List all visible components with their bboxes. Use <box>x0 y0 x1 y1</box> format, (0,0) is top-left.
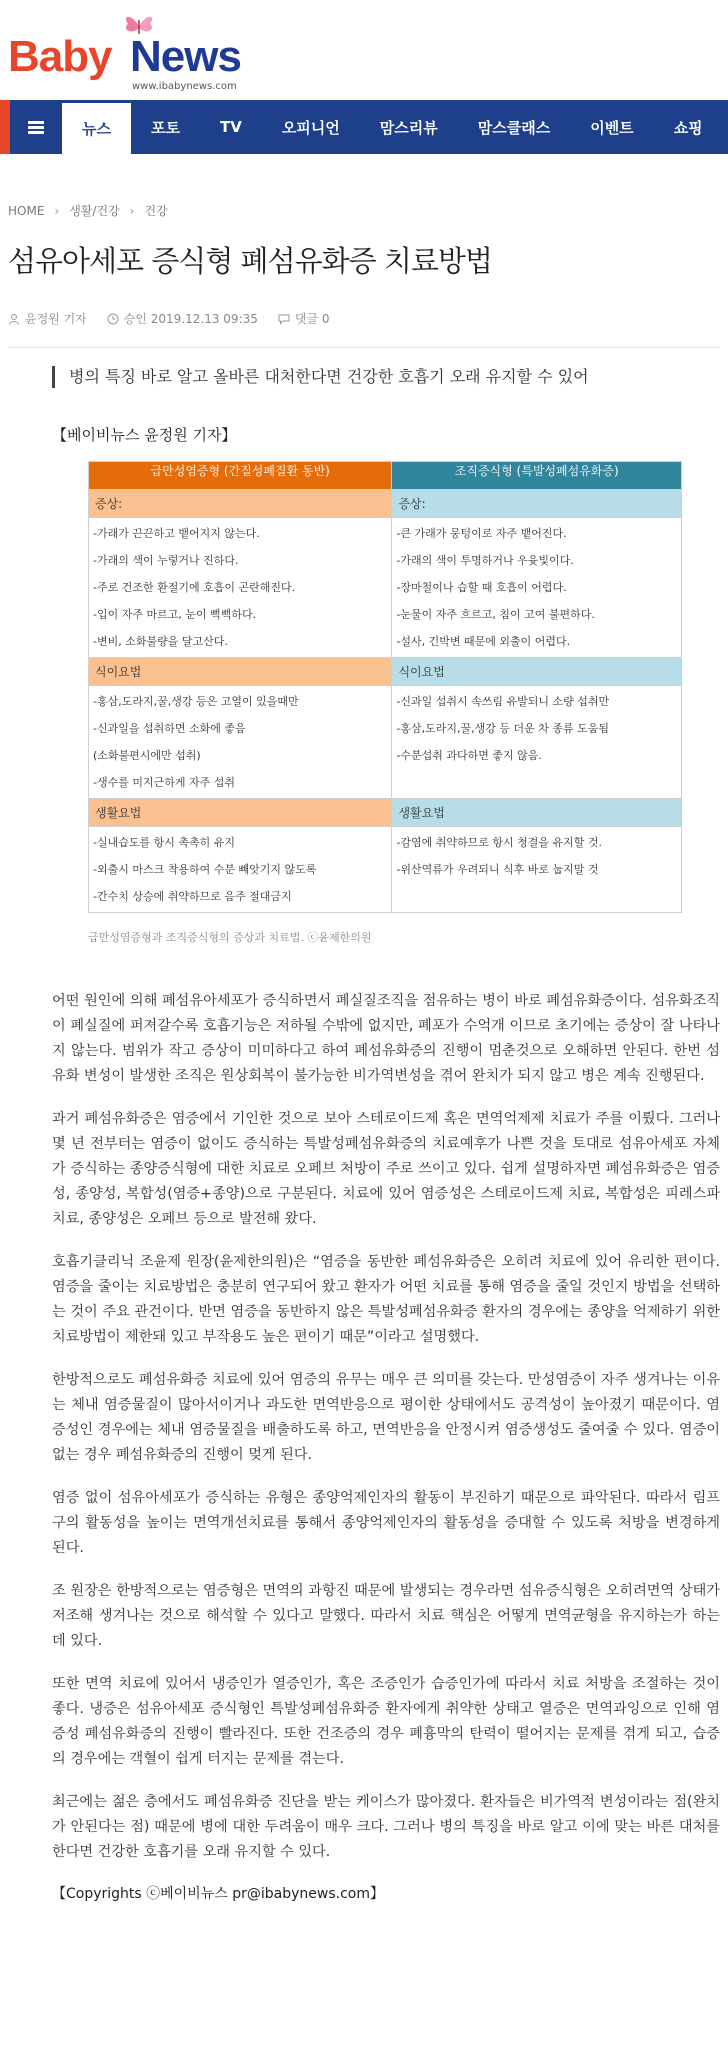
site-header <box>0 0 728 100</box>
symptoms-left-list <box>89 518 392 658</box>
table-header-left: 급만성염증형 (간질성폐질환 동반) <box>89 462 392 490</box>
list-item: -가래가 끈끈하고 뱉어지지 않는다. <box>93 527 260 540</box>
date-meta <box>107 310 258 327</box>
list-item: -가래의 색이 누렇거나 진하다. <box>93 554 239 567</box>
clock-icon <box>107 313 119 325</box>
diet-right-list <box>392 686 682 799</box>
breadcrumb <box>8 202 728 219</box>
body-paragraph: 호흡기클리닉 조윤제 원장(윤제한의원)은 “염증을 동반한 폐섬유화증은 오히려 치료에 있어 유리한 편이다. 염증을 줄이는 치료방법은 충분히 연구되어 왔고 환자가 어떤 치료를 통해 염증을 줄일 것인지 방법을 선택하는 것이 주요 관건이다. 반면 염증을 동반하지 않은 특발성폐섬유화증 환자의 경우에는 종양을 억제하기 위한 치료방법이 제한돼 있고 부작용도 높은 편이기 때문”이라고 설명했다. <box>52 1254 720 1345</box>
list-item: -외출시 마스크 착용하여 수분 빼앗기지 않도록 <box>93 863 317 876</box>
table-header-right: 조직증식형 (특발성폐섬유화증) <box>392 462 682 490</box>
lifestyle-left-list <box>89 827 392 913</box>
nav-item-moms-review[interactable]: 맘스리뷰 <box>379 118 438 137</box>
list-item: -생수를 미지근하게 자주 섭취 <box>93 776 235 789</box>
diet-left-list <box>89 686 392 799</box>
main-nav <box>0 100 728 154</box>
list-item: -주로 건조한 환절기에 호흡이 곤란해진다. <box>93 581 296 594</box>
list-item: -설사, 긴박변 때문에 외출이 어렵다. <box>396 635 571 648</box>
logo-url: www.ibabynews.com <box>132 81 237 92</box>
chevron-right-icon: › <box>54 203 60 218</box>
menu-button[interactable] <box>10 100 62 154</box>
nav-item-event[interactable]: 이벤트 <box>590 118 634 137</box>
approved-date: 승인 2019.12.13 09:35 <box>123 312 258 326</box>
list-item: -신과일을 섭취하면 소화에 좋음 <box>93 722 246 735</box>
list-item: -수분섭취 과다하면 좋지 않음. <box>396 749 542 762</box>
section-label-symptoms-left: 증상: <box>89 490 392 518</box>
site-logo[interactable] <box>8 10 258 90</box>
comment-count[interactable]: 댓글 0 <box>294 312 330 326</box>
breadcrumb-health[interactable]: 건강 <box>144 204 168 218</box>
list-item: -홍삼,도라지,꿀,생강 등 더운 차 종류 도움됨 <box>396 722 610 735</box>
user-icon <box>8 313 20 325</box>
article-meta <box>8 310 728 327</box>
breadcrumb-life-health[interactable]: 생활/건강 <box>69 204 120 218</box>
section-label-lifestyle-right: 생활요법 <box>392 799 682 827</box>
list-item: -가래의 색이 투명하거나 우윳빛이다. <box>396 554 574 567</box>
chevron-right-icon: › <box>129 203 135 218</box>
nav-item-news[interactable]: 뉴스 <box>62 100 131 154</box>
body-paragraph: 어떤 원인에 의해 폐섬유아세포가 증식하면서 폐실질조직을 점유하는 병이 바로 폐섬유화증이다. 섬유화조직이 폐실질에 퍼져갈수록 호흡기능은 저하될 수밖에 없지만, 폐포가 수억개 이므로 초기에는 증상이 잘 나타나지 않는다. 범위가 작고 증상이 미미하다고 하여 폐섬유화증의 진행이 멈춘것으로 오해하면 안된다. 한번 섬유화 변성이 발생한 조직은 원상회복이 불가능한 비가역변성을 겪어 완치가 되지 않고 병은 계속 진행된다. <box>52 993 720 1084</box>
article-body <box>52 989 720 1865</box>
meta-divider <box>8 347 720 348</box>
logo-news-text: News <box>130 32 241 81</box>
article-subtitle: 병의 특징 바로 알고 올바른 대처한다면 건강한 호흡기 오래 유지할 수 있어 <box>52 366 708 388</box>
breadcrumb-home[interactable]: HOME <box>8 203 45 218</box>
body-paragraph: 한방적으로도 폐섬유화증 치료에 있어 염증의 유무는 매우 큰 의미를 갖는다. 만성염증이 자주 생겨나는 이유는 체내 염증물질이 많아서이거나 과도한 면역반응으로 평이한 상태에서도 공격성이 높아졌기 때문이다. 염증성인 경우에는 체내 염증물질을 배출하도록 하고, 면역반응을 안정시켜 염증생성도 줄여줄 수 있다. 염증이 없는 경우 폐섬유화증의 진행이 멎게 된다. <box>52 1372 720 1463</box>
list-item: -입이 자주 마르고, 눈이 뻑뻑하다. <box>93 608 257 621</box>
list-item: -감염에 취약하므로 항시 청결을 유지할 것. <box>396 836 603 849</box>
list-item: -간수치 상승에 취약하므로 음주 절대금지 <box>93 890 292 903</box>
nav-item-photo[interactable]: 포토 <box>150 118 180 137</box>
author-meta <box>8 310 87 327</box>
section-label-diet-left: 식이요법 <box>89 658 392 686</box>
comments-meta <box>278 310 330 327</box>
section-label-diet-right: 식이요법 <box>392 658 682 686</box>
section-label-symptoms-right: 증상: <box>392 490 682 518</box>
body-paragraph: 과거 폐섬유화증은 염증에서 기인한 것으로 보아 스테로이드제 혹은 면역억제제 치료가 주를 이뤘다. 그러나 몇 년 전부터는 염증이 없이도 증식하는 특발성폐섬유화증의 치료예후가 나쁜 것을 토대로 섬유아세포 자체가 증식하는 종양증식형에 대한 치료로 오페브 처방이 주로 쓰이고 있다. 쉽게 설명하자면 폐섬유화증은 염증성, 종양성, 복합성(염증+종양)으로 구분된다. 치료에 있어 염증성은 스테로이드제 치료, 복합성은 피레스파 치료, 종양성은 오페브 등으로 발전해 왔다. <box>52 1111 720 1227</box>
nav-item-shopping[interactable]: 쇼핑 <box>673 118 703 137</box>
treatment-comparison-table <box>88 461 682 913</box>
list-item: -신과일 섭취시 속쓰림 유발되니 소량 섭취만 <box>396 695 610 708</box>
symptoms-right-list <box>392 518 682 658</box>
body-paragraph: 최근에는 젊은 층에서도 폐섬유화증 진단을 받는 케이스가 많아졌다. 환자들은 비가역적 변성이라는 점(완치가 안된다는 점) 때문에 병에 대한 두려움이 매우 크다. 그러나 병의 특징을 바로 알고 이에 맞는 바른 대처를 한다면 건강한 호흡기를 오래 유지할 수 있다. <box>52 1794 720 1860</box>
list-item: -큰 가래가 뭉텅이로 자주 뱉어진다. <box>396 527 567 540</box>
body-paragraph: 또한 면역 치료에 있어서 냉증인가 열증인가, 혹은 조증인가 습증인가에 따라서 치료 처방을 조절하는 것이 좋다. 냉증은 섬유아세포 증식형인 특발성폐섬유화증 환자에게 취약한 상태고 열증은 면역과잉으로 인해 염증성 폐섬유화증의 진행이 빨라진다. 또한 건조증의 경우 폐흉막의 탄력이 떨어지는 문제를 겪게 되고, 습증의 경우에는 객혈이 쉽게 터지는 문제를 겪는다. <box>52 1676 720 1767</box>
section-label-lifestyle-left: 생활요법 <box>89 799 392 827</box>
list-item: (소화불편시에만 섭취) <box>93 749 201 762</box>
list-item: -실내습도를 항시 촉촉히 유지 <box>93 836 235 849</box>
nav-item-tv[interactable]: TV <box>219 118 242 136</box>
list-item: -장마철이나 습할 때 호흡이 어렵다. <box>396 581 567 594</box>
nav-item-moms-class[interactable]: 맘스클래스 <box>477 118 551 137</box>
list-item: -홍삼,도라지,꿀,생강 등은 고열이 있을때만 <box>93 695 299 708</box>
copyright-notice: 【Copyrights ⓒ베이비뉴스 pr@ibabynews.com】 <box>52 1886 384 1902</box>
article-figure <box>88 461 682 945</box>
hamburger-icon <box>28 121 44 134</box>
body-paragraph: 조 원장은 한방적으로는 염증형은 면역의 과항진 때문에 발생되는 경우라면 섬유증식형은 오히려면역 상태가 저조해 생겨나는 것으로 해석할 수 있다고 말했다. 따라서 치료 핵심은 어떻게 면역균형을 유지하는가 하는 데 있다. <box>52 1583 720 1649</box>
author-name[interactable]: 윤정원 기자 <box>25 312 87 326</box>
body-paragraph: 염증 없이 섬유아세포가 증식하는 유형은 종양억제인자의 활동이 부진하기 때문으로 파악된다. 따라서 림프구의 활동성을 높이는 면역개선치료를 통해서 종양억제인자의 활동성을 증대할 수 있도록 처방을 변경하게 된다. <box>52 1490 720 1556</box>
nav-accent-bar <box>0 100 10 154</box>
nav-item-opinion[interactable]: 오피니언 <box>281 118 340 137</box>
list-item: -위산역류가 우려되니 식후 바로 눕지말 것 <box>396 863 599 876</box>
lifestyle-right-list <box>392 827 682 913</box>
comment-icon <box>278 313 290 325</box>
logo-baby-text: Baby <box>8 32 112 81</box>
article-title: 섬유아세포 증식형 폐섬유화증 치료방법 <box>8 244 492 278</box>
list-item: -눈물이 자주 흐르고, 침이 고여 불편하다. <box>396 608 595 621</box>
article-byline: 【베이비뉴스 윤정원 기자】 <box>52 426 237 444</box>
list-item: -변비, 소화불량을 달고산다. <box>93 635 228 648</box>
figure-caption: 급만성염증형과 조직증식형의 증상과 치료법. ⓒ윤제한의원 <box>88 931 372 944</box>
